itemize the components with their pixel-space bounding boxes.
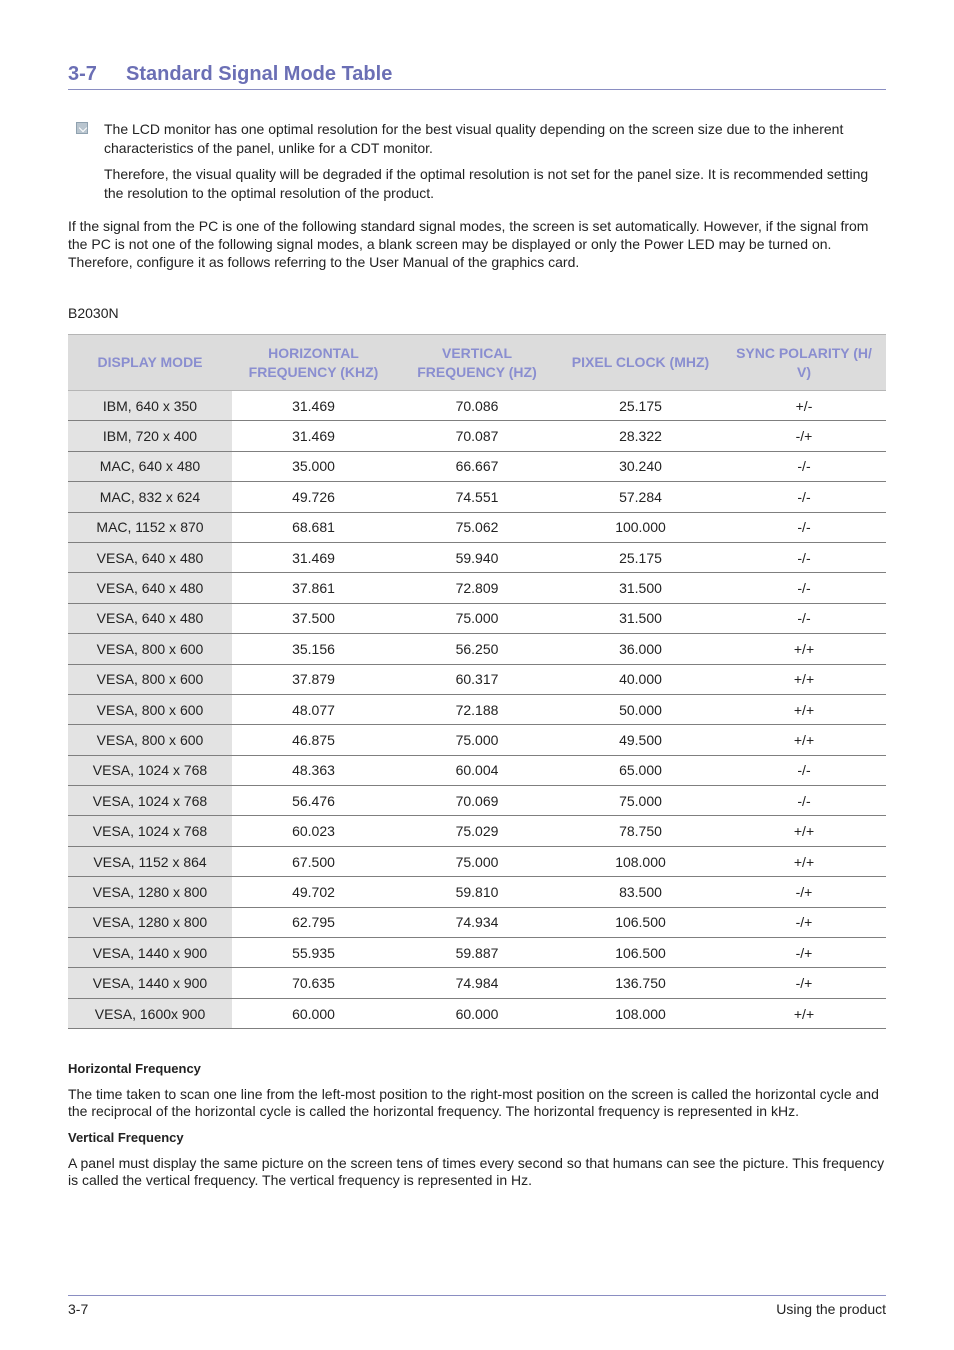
cell-display-mode: VESA, 800 x 600: [68, 634, 232, 664]
cell-pixel-clock: 100.000: [559, 512, 722, 542]
cell-horizontal-frequency: 60.000: [232, 998, 395, 1028]
cell-horizontal-frequency: 68.681: [232, 512, 395, 542]
cell-vertical-frequency: 72.188: [395, 694, 559, 724]
cell-vertical-frequency: 56.250: [395, 634, 559, 664]
definition-text-horizontal: The time taken to scan one line from the left-most position to the right-most position on the screen is called the horizontal cycle and the reciprocal of the horizontal cycle is called the horizontal frequency. The horizontal frequency is represented in kHz.: [68, 1086, 879, 1119]
cell-vertical-frequency: 59.940: [395, 542, 559, 572]
cell-horizontal-frequency: 37.500: [232, 603, 395, 633]
cell-horizontal-frequency: 35.156: [232, 634, 395, 664]
cell-vertical-frequency: 75.000: [395, 725, 559, 755]
cell-horizontal-frequency: 31.469: [232, 421, 395, 451]
cell-pixel-clock: 57.284: [559, 482, 722, 512]
cell-sync-polarity: +/+: [722, 725, 886, 755]
cell-pixel-clock: 108.000: [559, 846, 722, 876]
cell-sync-polarity: -/+: [722, 421, 886, 451]
cell-display-mode: VESA, 1024 x 768: [68, 816, 232, 846]
cell-horizontal-frequency: 31.469: [232, 542, 395, 572]
table-row: [68, 938, 886, 968]
cell-horizontal-frequency: 67.500: [232, 846, 395, 876]
cell-sync-polarity: -/-: [722, 786, 886, 816]
table-body: [68, 391, 886, 1029]
cell-sync-polarity: +/+: [722, 998, 886, 1028]
cell-sync-polarity: -/-: [722, 573, 886, 603]
section-heading: [68, 62, 886, 90]
intro-paragraph: If the signal from the PC is one of the following standard signal modes, the screen is set automatically. However, if the signal from the PC is not one of the following signal modes, a blank screen may be displayed or only the Power LED may be turned on. Therefore, configure it as follows referring to the User Manual of the graphics card.: [68, 218, 869, 270]
cell-sync-polarity: -/+: [722, 968, 886, 998]
cell-vertical-frequency: 70.069: [395, 786, 559, 816]
header-sync-polarity: SYNC POLARITY (H/ V): [722, 335, 886, 391]
cell-pixel-clock: 65.000: [559, 755, 722, 785]
table-header-row: [68, 335, 886, 391]
cell-vertical-frequency: 59.887: [395, 938, 559, 968]
note-paragraph-1: The LCD monitor has one optimal resolution for the best visual quality depending on the screen size due to the inherent characteristics of the panel, unlike for a CDT monitor.: [104, 121, 844, 156]
cell-pixel-clock: 83.500: [559, 877, 722, 907]
cell-vertical-frequency: 60.000: [395, 998, 559, 1028]
cell-display-mode: VESA, 1280 x 800: [68, 907, 232, 937]
cell-sync-polarity: -/-: [722, 482, 886, 512]
cell-pixel-clock: 25.175: [559, 542, 722, 572]
cell-pixel-clock: 75.000: [559, 786, 722, 816]
cell-vertical-frequency: 75.029: [395, 816, 559, 846]
cell-sync-polarity: +/+: [722, 816, 886, 846]
signal-mode-table: [68, 334, 886, 1029]
table-row: [68, 786, 886, 816]
cell-pixel-clock: 106.500: [559, 938, 722, 968]
cell-vertical-frequency: 66.667: [395, 451, 559, 481]
cell-horizontal-frequency: 37.879: [232, 664, 395, 694]
cell-pixel-clock: 31.500: [559, 573, 722, 603]
cell-pixel-clock: 25.175: [559, 391, 722, 421]
cell-display-mode: VESA, 640 x 480: [68, 542, 232, 572]
cell-vertical-frequency: 74.551: [395, 482, 559, 512]
cell-sync-polarity: +/+: [722, 664, 886, 694]
table-row: [68, 816, 886, 846]
cell-display-mode: MAC, 832 x 624: [68, 482, 232, 512]
cell-sync-polarity: -/+: [722, 938, 886, 968]
note-block: [68, 120, 886, 210]
cell-vertical-frequency: 70.087: [395, 421, 559, 451]
cell-vertical-frequency: 75.062: [395, 512, 559, 542]
cell-vertical-frequency: 70.086: [395, 391, 559, 421]
table-row: [68, 998, 886, 1028]
cell-sync-polarity: -/-: [722, 603, 886, 633]
cell-horizontal-frequency: 60.023: [232, 816, 395, 846]
table-row: [68, 421, 886, 451]
note-paragraph-2: Therefore, the visual quality will be degraded if the optimal resolution is not set for the panel size. It is recommended setting the resolution to the optimal resolution of the product.: [104, 166, 869, 201]
cell-horizontal-frequency: 49.726: [232, 482, 395, 512]
cell-vertical-frequency: 60.317: [395, 664, 559, 694]
cell-display-mode: VESA, 1152 x 864: [68, 846, 232, 876]
table-row: [68, 603, 886, 633]
table-row: [68, 846, 886, 876]
cell-display-mode: VESA, 800 x 600: [68, 694, 232, 724]
table-row: [68, 877, 886, 907]
table-row: [68, 907, 886, 937]
cell-pixel-clock: 136.750: [559, 968, 722, 998]
cell-display-mode: VESA, 1600x 900: [68, 998, 232, 1028]
footer-chapter: Using the product: [776, 1301, 886, 1317]
table-row: [68, 573, 886, 603]
definition-title-vertical: Vertical Frequency: [68, 1130, 184, 1145]
cell-display-mode: VESA, 1024 x 768: [68, 755, 232, 785]
cell-horizontal-frequency: 62.795: [232, 907, 395, 937]
table-row: [68, 451, 886, 481]
cell-horizontal-frequency: 46.875: [232, 725, 395, 755]
cell-sync-polarity: +/-: [722, 391, 886, 421]
cell-pixel-clock: 30.240: [559, 451, 722, 481]
footer-divider: [68, 1295, 886, 1296]
cell-display-mode: VESA, 800 x 600: [68, 664, 232, 694]
cell-pixel-clock: 28.322: [559, 421, 722, 451]
cell-display-mode: MAC, 640 x 480: [68, 451, 232, 481]
cell-sync-polarity: +/+: [722, 694, 886, 724]
table-row: [68, 694, 886, 724]
cell-vertical-frequency: 72.809: [395, 573, 559, 603]
cell-horizontal-frequency: 48.363: [232, 755, 395, 785]
section-title: Standard Signal Mode Table: [126, 63, 393, 85]
cell-sync-polarity: +/+: [722, 634, 886, 664]
header-pixel-clock: PIXEL CLOCK (MHZ): [559, 335, 722, 391]
table-row: [68, 634, 886, 664]
cell-pixel-clock: 78.750: [559, 816, 722, 846]
cell-horizontal-frequency: 70.635: [232, 968, 395, 998]
header-display-mode: DISPLAY MODE: [68, 335, 232, 391]
cell-sync-polarity: -/+: [722, 877, 886, 907]
cell-display-mode: VESA, 640 x 480: [68, 573, 232, 603]
table-row: [68, 391, 886, 421]
cell-display-mode: VESA, 1440 x 900: [68, 968, 232, 998]
header-vertical-frequency: VERTICAL FREQUENCY (HZ): [395, 335, 559, 391]
cell-vertical-frequency: 59.810: [395, 877, 559, 907]
cell-sync-polarity: -/+: [722, 907, 886, 937]
cell-horizontal-frequency: 48.077: [232, 694, 395, 724]
cell-display-mode: IBM, 640 x 350: [68, 391, 232, 421]
table-row: [68, 755, 886, 785]
definition-title-horizontal: Horizontal Frequency: [68, 1061, 201, 1076]
cell-pixel-clock: 108.000: [559, 998, 722, 1028]
table-row: [68, 664, 886, 694]
cell-vertical-frequency: 60.004: [395, 755, 559, 785]
cell-vertical-frequency: 74.984: [395, 968, 559, 998]
cell-display-mode: VESA, 1024 x 768: [68, 786, 232, 816]
cell-display-mode: VESA, 640 x 480: [68, 603, 232, 633]
note-icon: [76, 122, 88, 134]
table-row: [68, 482, 886, 512]
definition-text-vertical: A panel must display the same picture on the screen tens of times every second so that humans can see the picture. This frequency is called the vertical frequency. The vertical frequency is represented in Hz.: [68, 1155, 885, 1188]
cell-pixel-clock: 31.500: [559, 603, 722, 633]
section-number: 3-7: [68, 63, 97, 85]
cell-pixel-clock: 106.500: [559, 907, 722, 937]
cell-pixel-clock: 36.000: [559, 634, 722, 664]
cell-sync-polarity: +/+: [722, 846, 886, 876]
cell-horizontal-frequency: 31.469: [232, 391, 395, 421]
cell-horizontal-frequency: 49.702: [232, 877, 395, 907]
cell-pixel-clock: 49.500: [559, 725, 722, 755]
cell-pixel-clock: 40.000: [559, 664, 722, 694]
cell-horizontal-frequency: 37.861: [232, 573, 395, 603]
cell-vertical-frequency: 75.000: [395, 603, 559, 633]
header-horizontal-frequency: HORIZONTAL FREQUENCY (KHZ): [232, 335, 395, 391]
footer-page-number: 3-7: [68, 1301, 89, 1317]
cell-sync-polarity: -/-: [722, 755, 886, 785]
table-row: [68, 512, 886, 542]
cell-display-mode: IBM, 720 x 400: [68, 421, 232, 451]
cell-display-mode: VESA, 1440 x 900: [68, 938, 232, 968]
cell-sync-polarity: -/-: [722, 542, 886, 572]
cell-horizontal-frequency: 55.935: [232, 938, 395, 968]
cell-pixel-clock: 50.000: [559, 694, 722, 724]
cell-display-mode: VESA, 800 x 600: [68, 725, 232, 755]
cell-horizontal-frequency: 56.476: [232, 786, 395, 816]
table-row: [68, 968, 886, 998]
cell-vertical-frequency: 74.934: [395, 907, 559, 937]
cell-vertical-frequency: 75.000: [395, 846, 559, 876]
cell-horizontal-frequency: 35.000: [232, 451, 395, 481]
cell-sync-polarity: -/-: [722, 451, 886, 481]
cell-display-mode: VESA, 1280 x 800: [68, 877, 232, 907]
cell-display-mode: MAC, 1152 x 870: [68, 512, 232, 542]
table-row: [68, 725, 886, 755]
model-name: B2030N: [68, 305, 119, 321]
table-row: [68, 542, 886, 572]
cell-sync-polarity: -/-: [722, 512, 886, 542]
